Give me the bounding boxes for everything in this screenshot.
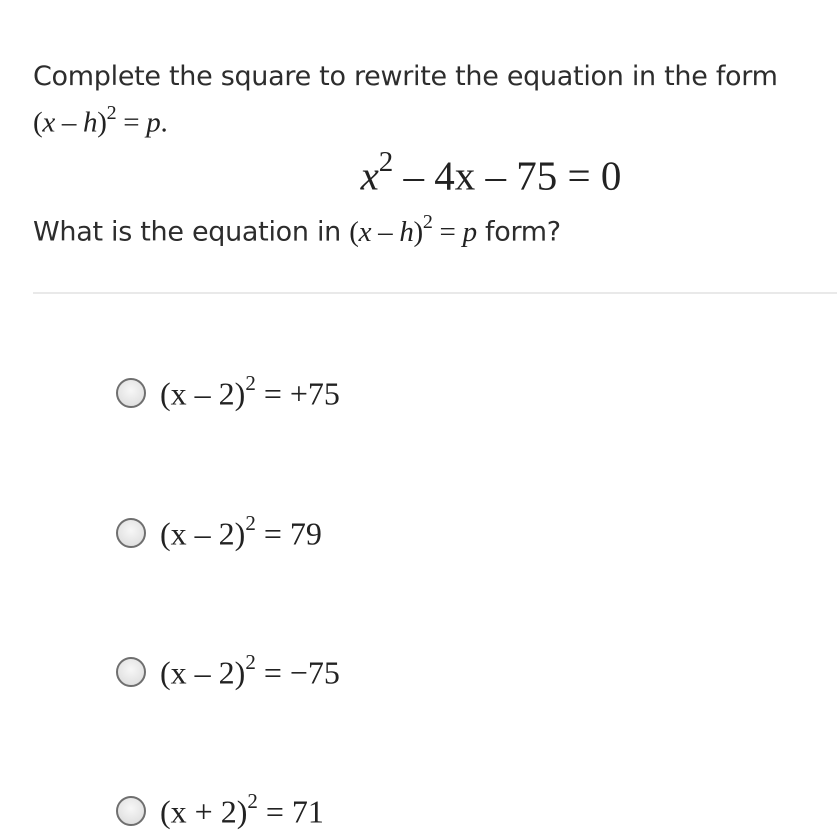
option-exponent: 2 bbox=[247, 789, 258, 813]
answer-option-3[interactable] bbox=[116, 650, 340, 692]
followup-question bbox=[33, 205, 561, 252]
option-expression: (x – 2) bbox=[160, 654, 246, 691]
radio-button-icon[interactable] bbox=[116, 657, 146, 687]
followup-close-paren: ) bbox=[413, 215, 423, 248]
answer-option-2[interactable] bbox=[116, 511, 322, 553]
option-exponent: 2 bbox=[245, 511, 256, 535]
option-rhs: = −75 bbox=[255, 654, 340, 691]
form-close-paren: ) bbox=[97, 106, 107, 139]
form-period: . bbox=[160, 106, 168, 139]
radio-button-icon[interactable] bbox=[116, 796, 146, 826]
followup-after: form? bbox=[476, 216, 561, 248]
followup-form-expression bbox=[349, 211, 477, 248]
option-exponent: 2 bbox=[245, 650, 256, 674]
form-var-p: p bbox=[146, 106, 161, 139]
form-minus: – bbox=[54, 106, 84, 139]
option-expression: (x – 2) bbox=[160, 515, 246, 552]
form-expression bbox=[33, 96, 833, 142]
followup-var-p: p bbox=[462, 215, 477, 248]
option-label bbox=[160, 650, 340, 692]
option-exponent: 2 bbox=[245, 371, 256, 395]
equation-exponent: 2 bbox=[378, 146, 394, 178]
followup-var-h: h bbox=[399, 215, 414, 248]
followup-var-x: x bbox=[358, 215, 372, 248]
option-rhs: = 71 bbox=[257, 793, 324, 830]
prompt-line-1: Complete the square to rewrite the equation in the form bbox=[33, 61, 778, 92]
option-label bbox=[160, 789, 324, 831]
answer-option-4[interactable] bbox=[116, 789, 324, 831]
radio-button-icon[interactable] bbox=[116, 378, 146, 408]
section-divider bbox=[33, 292, 837, 294]
followup-open-paren: ( bbox=[349, 215, 359, 248]
option-expression: (x + 2) bbox=[160, 793, 248, 830]
option-label bbox=[160, 371, 340, 413]
form-var-x: x bbox=[42, 106, 55, 139]
option-label bbox=[160, 511, 322, 553]
form-exponent: 2 bbox=[106, 102, 117, 124]
form-open-paren: ( bbox=[33, 106, 43, 139]
followup-exponent: 2 bbox=[422, 211, 433, 233]
followup-equals: = bbox=[432, 215, 463, 248]
option-expression: (x – 2) bbox=[160, 375, 246, 412]
followup-minus: – bbox=[371, 215, 400, 248]
followup-before: What is the equation in bbox=[33, 216, 350, 248]
equation-var-x: x bbox=[360, 152, 379, 199]
radio-button-icon[interactable] bbox=[116, 518, 146, 548]
form-equals: = bbox=[116, 106, 147, 139]
given-equation bbox=[0, 146, 837, 200]
option-rhs: = +75 bbox=[255, 375, 340, 412]
equation-rest: – 4x – 75 = 0 bbox=[393, 152, 622, 199]
answer-option-1[interactable] bbox=[116, 371, 340, 413]
option-rhs: = 79 bbox=[255, 515, 322, 552]
question-prompt bbox=[33, 58, 833, 142]
form-var-h: h bbox=[83, 106, 98, 139]
